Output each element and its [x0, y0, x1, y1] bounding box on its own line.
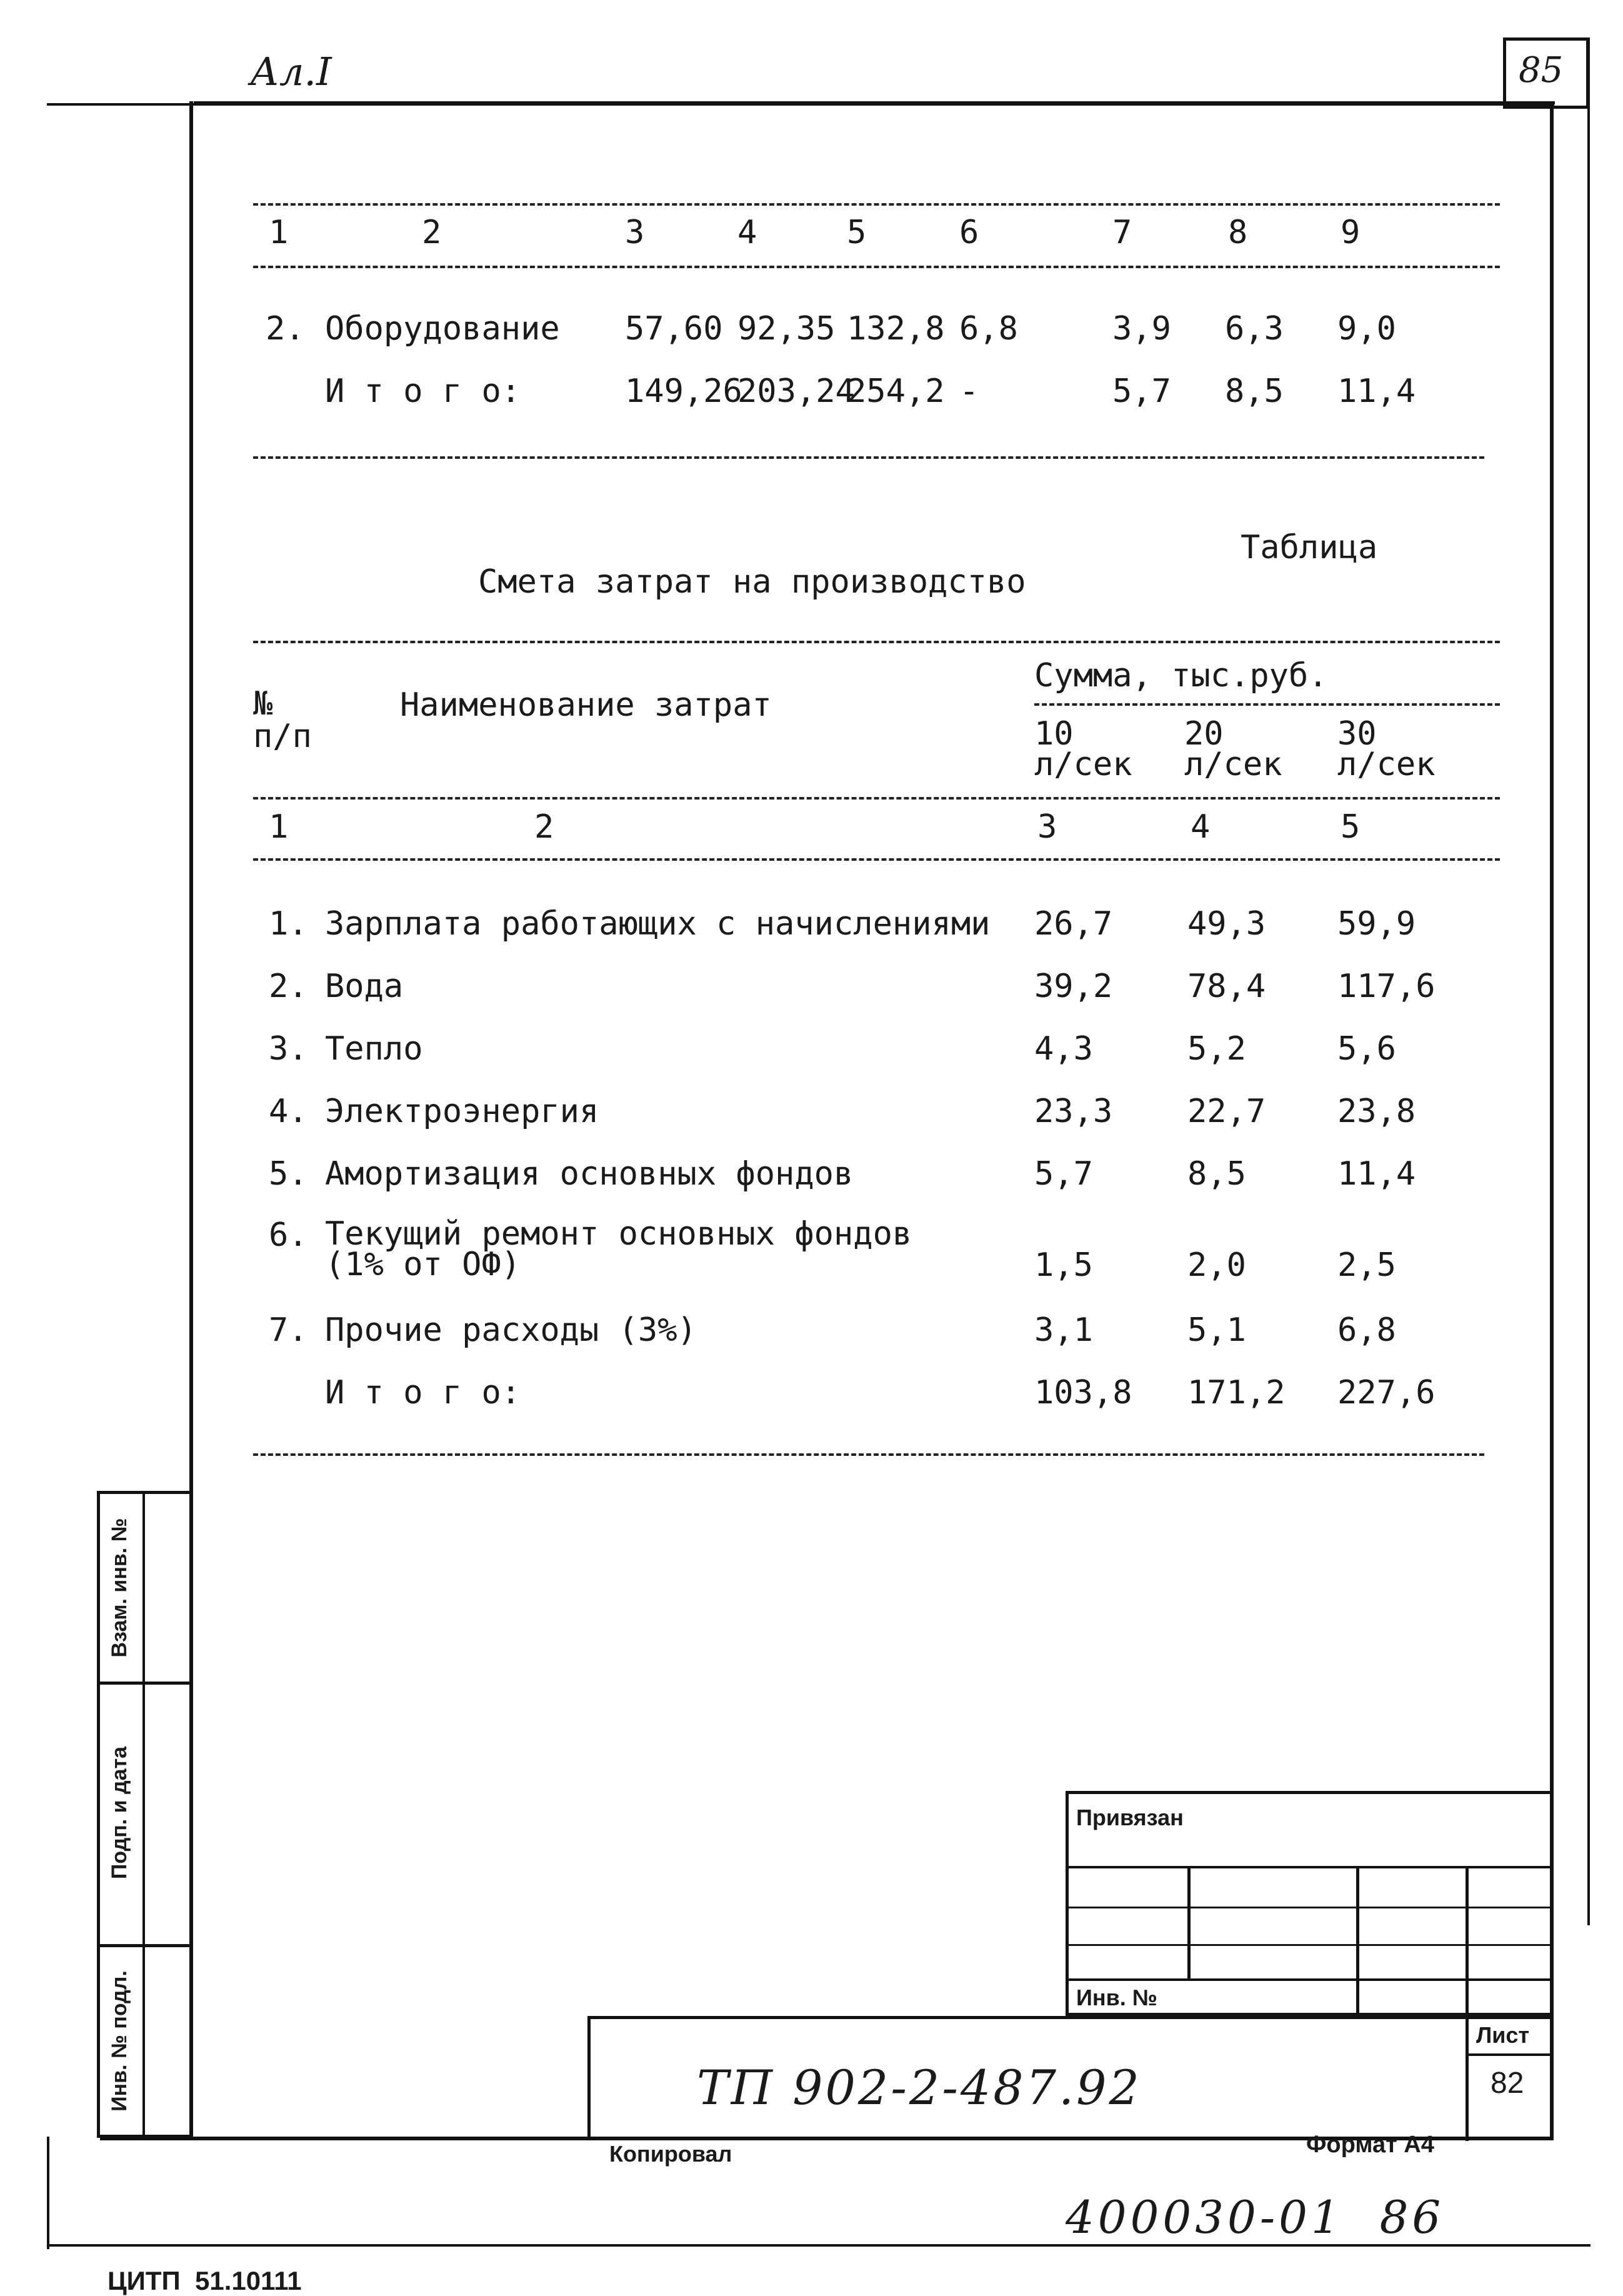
privyazan-rule-1 [1066, 1866, 1553, 1868]
col-number-2: 2 [534, 808, 554, 846]
upper-col-7: 7 [1112, 214, 1132, 251]
cell: 9,0 [1337, 310, 1396, 348]
row-v1: 103,8 [1034, 1374, 1132, 1411]
cell: 254,2 [847, 373, 945, 410]
inv-no-label: Инв. № [1076, 1985, 1157, 2010]
kopiroval-label: Копировал [609, 2141, 732, 2167]
cell: 11,4 [1337, 373, 1416, 410]
row-num: 3. [269, 1030, 308, 1068]
list-number: 82 [1491, 2067, 1524, 2100]
upper-table-rule-1 [253, 203, 1500, 206]
privyazan-rule-3 [1066, 1944, 1553, 1946]
row-v1: 3,1 [1034, 1311, 1093, 1349]
frame-left-border [189, 101, 193, 2140]
row-v1: 23,3 [1034, 1093, 1113, 1130]
side-stamp-vzam: Взам. инв. № [107, 1518, 131, 1658]
cell: 8,5 [1225, 373, 1284, 410]
cell: И т о г о: [325, 373, 521, 410]
row-v3: 59,9 [1337, 905, 1416, 943]
format-label: Формат А4 [1306, 2132, 1434, 2158]
col-number-5: 5 [1341, 808, 1361, 846]
estimate-rule-2 [253, 797, 1500, 800]
print-code: ЦИТП 51.10111 [107, 2266, 302, 2295]
row-name: Вода [325, 968, 404, 1005]
row-v2: 78,4 [1187, 968, 1266, 1005]
sub-col-20: 20 л/сек [1184, 715, 1282, 784]
col-no-header: № п/п [253, 685, 312, 755]
row-name: Электроэнергия [325, 1093, 599, 1130]
upper-col-9: 9 [1341, 214, 1361, 251]
row-num: 6. [269, 1216, 308, 1254]
privyazan-vline-2 [1356, 1866, 1359, 2016]
privyazan-vline-1 [1187, 1866, 1191, 1978]
estimate-title: Смета затрат на производство [478, 563, 1026, 601]
cell: 5,7 [1112, 373, 1171, 410]
sub-col-30: 30 л/сек [1337, 715, 1436, 784]
cell: 203,24 [737, 373, 855, 410]
list-box-rule [1466, 2053, 1553, 2056]
row-v2: 8,5 [1187, 1155, 1246, 1193]
outer-bottom-line [47, 2244, 1591, 2247]
row-v2: 49,3 [1187, 905, 1266, 943]
upper-col-6: 6 [959, 214, 979, 251]
row-num: 5. [269, 1155, 308, 1193]
upper-col-1: 1 [269, 214, 289, 251]
estimate-rule-bottom [253, 1453, 1484, 1456]
cell: - [959, 373, 979, 410]
side-stamp-inv: Инв. № подл. [107, 1970, 131, 2112]
row-v2: 2,0 [1187, 1246, 1246, 1284]
row-v2: 22,7 [1187, 1093, 1266, 1130]
cell: 132,8 [847, 310, 945, 348]
upper-table-rule-2 [253, 266, 1500, 268]
privyazan-label: Привязан [1076, 1805, 1184, 1830]
col-number-1: 1 [269, 808, 289, 846]
row-name: И т о г о: [325, 1374, 521, 1411]
sub-col-10: 10 л/сек [1034, 715, 1132, 784]
estimate-rule-top [253, 641, 1500, 643]
row-v2: 171,2 [1187, 1374, 1286, 1411]
cell: 2. [266, 310, 305, 348]
side-stamp-rule-1 [97, 1682, 189, 1685]
upper-col-3: 3 [625, 214, 645, 251]
upper-col-8: 8 [1228, 214, 1248, 251]
cell: 149,26 [625, 373, 742, 410]
row-v3: 2,5 [1337, 1246, 1396, 1284]
row-name: Прочие расходы (3%) [325, 1311, 697, 1349]
table-label: Таблица [1241, 529, 1378, 566]
upper-col-4: 4 [737, 214, 757, 251]
cell: 92,35 [737, 310, 836, 348]
row-name: Амортизация основных фондов [325, 1155, 854, 1193]
list-label: Лист [1476, 2022, 1530, 2048]
cell: 6,3 [1225, 310, 1284, 348]
privyazan-rule-2 [1066, 1907, 1553, 1908]
estimate-rule-3 [253, 858, 1500, 861]
col-name-header: Наименование затрат [400, 686, 772, 724]
row-v1: 5,7 [1034, 1155, 1093, 1193]
col-sum-header: Сумма, тыс.руб. [1034, 657, 1328, 694]
row-num: 1. [269, 905, 308, 943]
row-v3: 227,6 [1337, 1374, 1436, 1411]
upper-table-rule-3 [253, 456, 1484, 459]
page-corner-number: 85 [1519, 50, 1564, 91]
row-v3: 117,6 [1337, 968, 1436, 1005]
outer-left-line [47, 2137, 49, 2249]
handwritten-code: 400030-01 86 [1066, 2191, 1445, 2243]
frame-inner-top-line [194, 101, 1555, 104]
cell: Оборудование [325, 310, 560, 348]
row-v2: 5,1 [1187, 1311, 1246, 1349]
row-v3: 5,6 [1337, 1030, 1396, 1068]
upper-col-2: 2 [422, 214, 442, 251]
row-v2: 5,2 [1187, 1030, 1246, 1068]
row-v1: 26,7 [1034, 905, 1113, 943]
row-v3: 6,8 [1337, 1311, 1396, 1349]
row-name: Зарплата работающих с начислениями [325, 905, 991, 943]
row-v3: 23,8 [1337, 1093, 1416, 1130]
side-stamp-podp: Подп. и дата [107, 1746, 131, 1880]
row-v3: 11,4 [1337, 1155, 1416, 1193]
row-v1: 1,5 [1034, 1246, 1093, 1284]
cell: 57,60 [625, 310, 723, 348]
row-num: 7. [269, 1311, 308, 1349]
outer-right-line [1587, 38, 1590, 1925]
row-v1: 39,2 [1034, 968, 1113, 1005]
row-v1: 4,3 [1034, 1030, 1093, 1068]
upper-col-5: 5 [847, 214, 867, 251]
doc-code: ТП 902-2-487.92 [697, 2060, 1142, 2115]
row-name: Тепло [325, 1030, 423, 1068]
cell: 3,9 [1112, 310, 1171, 348]
sum-subheader-rule [1034, 703, 1500, 706]
row-num: 2. [269, 968, 308, 1005]
privyazan-rule-4 [1066, 1978, 1553, 1981]
col-number-4: 4 [1191, 808, 1211, 846]
cell: 6,8 [959, 310, 1018, 348]
col-number-3: 3 [1037, 808, 1057, 846]
row-name: Текущий ремонт основных фондов (1% от ОФ) [325, 1215, 912, 1284]
row-num: 4. [269, 1093, 308, 1130]
side-stamp-divider [142, 1491, 145, 2138]
top-note: Ал.I [250, 49, 332, 94]
